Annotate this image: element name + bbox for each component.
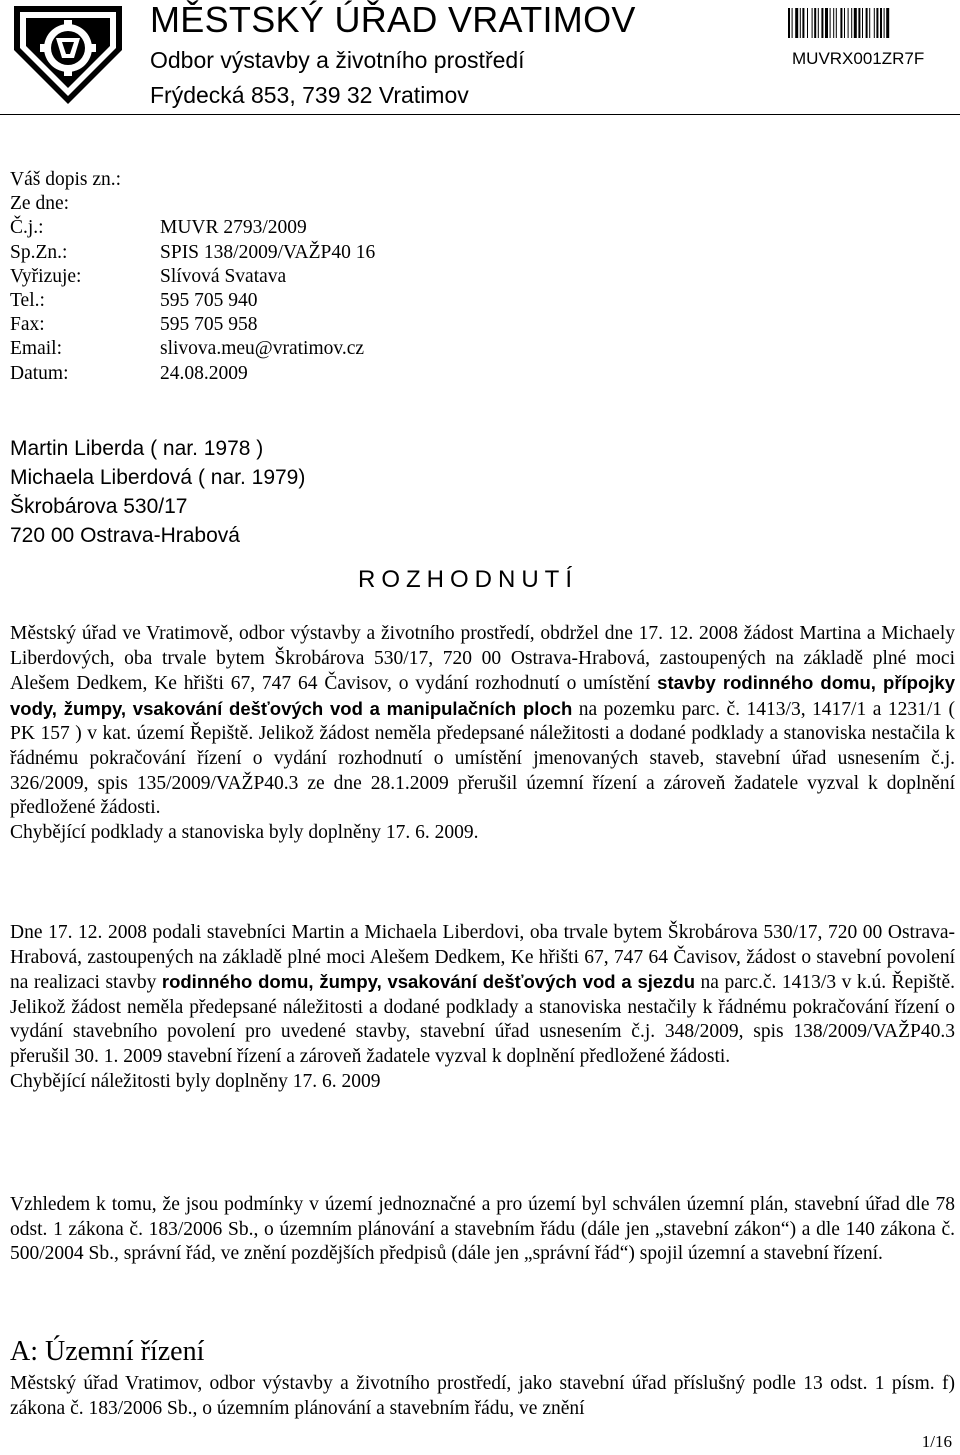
meta-label: Č.j.: <box>10 217 44 239</box>
barcode-bar <box>886 8 889 38</box>
barcode-bar <box>812 8 813 38</box>
recipient-line: 720 00 Ostrava-Hrabová <box>10 524 240 547</box>
barcode-bar <box>848 8 849 38</box>
meta-row <box>10 265 375 289</box>
text-run: Dne 17. 12. 2008 podali stavebníci Martin a Michaela Liberdovi, oba trvale bytem Škrobárova 530/17, 720 00 Ostrava-Hrabová, zastoupených na základě plné moci Alešem Dedkem, Ke hřišti 67, 747 64 Čavisov, žádost o stavební povolení na realizaci stavby <box>10 922 955 994</box>
text-line: Chybějící náležitosti byly doplněny 17. 6. 2009 <box>10 1070 381 1092</box>
meta-value: Slívová Svatava <box>160 265 287 287</box>
meta-row <box>10 289 375 313</box>
paragraph-application-building <box>10 921 955 1094</box>
barcode-bar <box>795 8 798 38</box>
recipient-line: Michaela Liberdová ( nar. 1979) <box>10 466 306 489</box>
meta-label: Váš dopis zn.: <box>10 169 122 190</box>
meta-value: 595 705 940 <box>160 289 258 311</box>
office-title: MĚSTSKÝ ÚŘAD VRATIMOV <box>150 0 636 40</box>
reference-block <box>10 168 375 386</box>
meta-row <box>10 362 375 386</box>
meta-value: 24.08.2009 <box>160 362 248 384</box>
meta-value: slivova.meu@vratimov.cz <box>160 338 365 360</box>
barcode-bar <box>825 8 828 38</box>
barcode-bar <box>814 8 816 38</box>
barcode-bar <box>854 8 857 38</box>
header-divider <box>0 114 960 115</box>
meta-row <box>10 216 375 240</box>
text-run: Městský úřad Vratimov, odbor výstavby a životního prostředí, jako stavební úřad příslušný podle 13 odst. 1 písm. f) zákona č. 183/2006 Sb., o územním plánování a stavebním řádu, ve znění <box>10 1373 955 1419</box>
text-run: Městský úřad ve Vratimově, odbor výstavby a životního prostředí, obdržel dne 17. 12. 2008 žádost Martina a Michaely Liberdových, oba trvale bytem Škrobárova 530/17, 720 00 Ostrava-Hrabová, zastoupených na základě plné moci Alešem Dedkem, Ke hřišti 67, 747 64 Čavisov, o vydání rozhodnutí o umístění <box>10 623 955 695</box>
recipient-line: Škrobárova 530/17 <box>10 495 188 518</box>
barcode-bar <box>802 8 804 38</box>
barcode-bar <box>874 8 875 38</box>
section-a-title: A: Územní řízení <box>10 1336 205 1367</box>
barcode-bar <box>833 8 834 38</box>
office-address: Frýdecká 853, 739 32 Vratimov <box>150 82 469 108</box>
barcode-bar <box>818 8 819 38</box>
meta-label: Datum: <box>10 362 69 384</box>
barcode <box>788 8 945 38</box>
meta-row <box>10 337 375 361</box>
city-logo <box>8 2 128 107</box>
meta-value: 595 705 958 <box>160 314 258 336</box>
text-run: na parc.č. 1413/3 v k.ú. Řepiště. Jelikož žádost neměla předepsané náležitosti a dodané podklady a stanoviska nestačily k řádnému pokračování řízení o vydání stavebního povolení pro uvedené stavby, stavební úřad usnesením č.j. 348/2009, spis 138/2009/VAŽP40.3 přerušil 30. 1. 2009 stavební řízení a zároveň žadatele vyzval k doplnění předložené žádosti. <box>10 972 955 1067</box>
barcode-bar <box>821 8 823 38</box>
barcode-bar <box>800 8 801 38</box>
barcode-bar <box>880 8 882 38</box>
barcode-bar <box>840 8 842 38</box>
meta-label: Email: <box>10 338 62 360</box>
barcode-bar <box>866 8 868 38</box>
page-number: 1/16 <box>921 1432 952 1451</box>
bold-text-run: stavby rodinného domu, přípojky vody, žumpy, vsakování dešťových vod a manipulačních ploch <box>10 672 955 719</box>
barcode-bar <box>807 8 808 38</box>
meta-row <box>10 241 375 265</box>
barcode-bar <box>869 8 870 38</box>
meta-value: MUVR 2793/2009 <box>160 217 307 239</box>
recipient-line: Martin Liberda ( nar. 1978 ) <box>10 437 264 460</box>
paragraph-application-zoning <box>10 622 955 845</box>
barcode-bar <box>788 8 790 38</box>
text-run: Vzhledem k tomu, že jsou podmínky v území jednoznačné a pro území byl schválen územní plán, stavební úřad dle 78 odst. 1 zákona č. 183/2006 Sb., o územním plánování a stavebním řádu (dále jen „stavební zákon“) a dle 140 zákona č. 500/2004 Sb., správní řád, ve znění pozdějších předpisů (dále jen „správní řád“) spojil územní a stavební řízení. <box>10 1194 955 1265</box>
meta-row <box>10 313 375 337</box>
barcode-bar <box>876 8 878 38</box>
barcode-bar <box>792 8 793 38</box>
paragraph-merge-proceedings <box>10 1193 955 1267</box>
decision-title: ROZHODNUTÍ <box>358 566 578 593</box>
meta-label: Ze dne: <box>10 193 70 215</box>
department-name: Odbor výstavby a životního prostředí <box>150 47 525 73</box>
document-code: MUVRX001ZR7F <box>792 49 925 68</box>
barcode-bar <box>851 8 852 38</box>
recipient-address <box>10 434 305 550</box>
barcode-bar <box>862 8 863 38</box>
barcode-bar <box>836 8 837 38</box>
barcode-bar <box>844 8 845 38</box>
meta-row <box>10 192 375 216</box>
bold-text-run: rodinného domu, žumpy, vsakování dešťových vod a sjezdu <box>161 971 696 993</box>
meta-label: Vyřizuje: <box>10 265 82 287</box>
text-run: na pozemku parc. č. 1413/3, 1417/1 a 1231/1 ( PK 157 ) v kat. území Řepiště. Jelikož žádost neměla předepsané náležitosti a dodané podklady a stanoviska nestačila k řádnému pokračování řízení o vydání rozhodnutí o umístění jmenovaných staveb, stavební úřad usnesením č.j. 326/2009, spis 135/2009/VAŽP40.3 ze dne 28.1.2009 přerušil územní řízení a zároveň žadatele vyzval k doplnění předložené žádosti. <box>10 698 955 819</box>
text-line: Chybějící podklady a stanoviska byly doplněny 17. 6. 2009. <box>10 821 479 843</box>
barcode-bar <box>858 8 860 38</box>
barcode-bar <box>884 8 885 38</box>
meta-label: Fax: <box>10 314 45 336</box>
meta-label: Sp.Zn.: <box>10 241 68 263</box>
section-a-text <box>10 1372 955 1421</box>
barcode-bar <box>830 8 831 38</box>
meta-row <box>10 168 375 192</box>
meta-value: SPIS 138/2009/VAŽP40 16 <box>160 241 376 263</box>
meta-label: Tel.: <box>10 289 45 311</box>
